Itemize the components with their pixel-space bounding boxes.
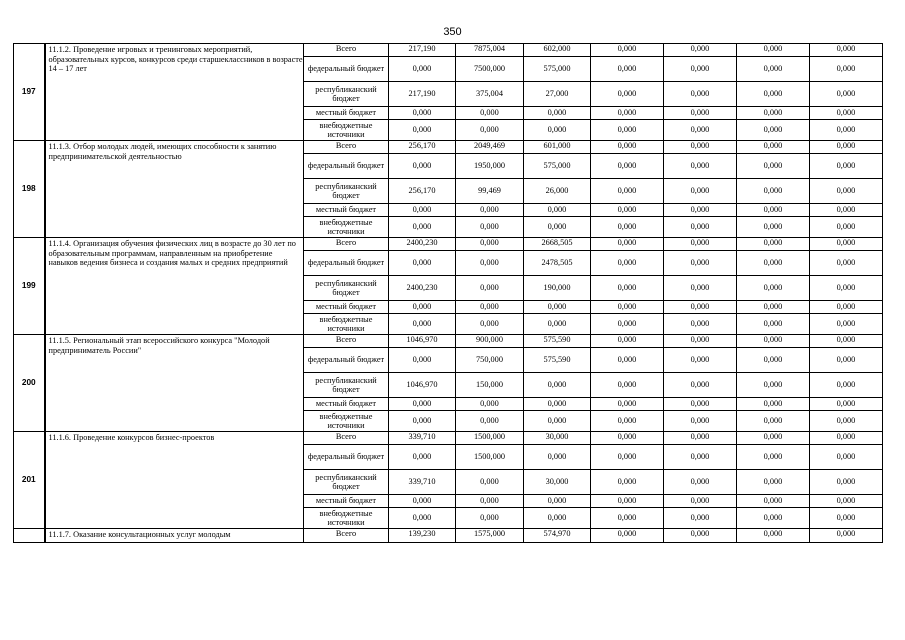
amount-cell: 0,000 [389, 348, 456, 373]
amount-cell: 0,000 [737, 432, 810, 445]
funding-source: федеральный бюджет [304, 348, 389, 373]
amount-cell: 0,000 [591, 276, 664, 301]
amount-cell: 0,000 [524, 398, 591, 411]
amount-cell: 0,000 [591, 373, 664, 398]
funding-source: внебюджетные источники [304, 120, 389, 141]
funding-source: Всего [304, 44, 389, 57]
amount-cell: 0,000 [456, 204, 524, 217]
amount-cell: 7500,000 [456, 57, 524, 82]
amount-cell: 0,000 [664, 301, 737, 314]
funding-source: местный бюджет [304, 301, 389, 314]
amount-cell: 0,000 [591, 508, 664, 529]
amount-cell: 0,000 [737, 508, 810, 529]
amount-cell: 217,190 [389, 82, 456, 107]
amount-cell: 0,000 [664, 373, 737, 398]
amount-cell: 0,000 [591, 204, 664, 217]
amount-cell: 0,000 [737, 373, 810, 398]
amount-cell: 0,000 [389, 411, 456, 432]
table-row [14, 44, 883, 57]
amount-cell: 0,000 [591, 82, 664, 107]
amount-cell: 30,000 [524, 432, 591, 445]
funding-source: местный бюджет [304, 107, 389, 120]
amount-cell: 0,000 [524, 411, 591, 432]
amount-cell: 0,000 [737, 529, 810, 543]
amount-cell: 339,710 [389, 432, 456, 445]
amount-cell: 0,000 [664, 508, 737, 529]
amount-cell: 0,000 [389, 57, 456, 82]
amount-cell: 339,710 [389, 470, 456, 495]
row-number: 200 [14, 335, 45, 432]
amount-cell: 0,000 [664, 179, 737, 204]
funding-source: Всего [304, 529, 389, 543]
amount-cell: 0,000 [389, 398, 456, 411]
amount-cell: 0,000 [737, 154, 810, 179]
amount-cell: 0,000 [664, 141, 737, 154]
amount-cell: 0,000 [389, 301, 456, 314]
amount-cell: 0,000 [591, 301, 664, 314]
activity-name: 11.1.4. Организация обучения физических лиц в возрасте до 30 лет по образовательным программам, направленным на приобретение навыков ведения бизнеса и создания малых и средних предприятий [45, 238, 304, 335]
amount-cell: 0,000 [810, 335, 883, 348]
amount-cell: 0,000 [737, 314, 810, 335]
funding-source: Всего [304, 432, 389, 445]
amount-cell: 0,000 [810, 529, 883, 543]
amount-cell: 99,469 [456, 179, 524, 204]
row-number [14, 529, 45, 543]
amount-cell: 2400,230 [389, 238, 456, 251]
amount-cell: 0,000 [456, 301, 524, 314]
funding-source: Всего [304, 335, 389, 348]
amount-cell: 1500,000 [456, 445, 524, 470]
amount-cell: 0,000 [810, 120, 883, 141]
amount-cell: 601,000 [524, 141, 591, 154]
amount-cell: 0,000 [810, 373, 883, 398]
amount-cell: 30,000 [524, 470, 591, 495]
amount-cell: 1950,000 [456, 154, 524, 179]
amount-cell: 0,000 [524, 301, 591, 314]
amount-cell: 0,000 [591, 398, 664, 411]
amount-cell: 0,000 [524, 120, 591, 141]
funding-source: федеральный бюджет [304, 154, 389, 179]
amount-cell: 0,000 [664, 348, 737, 373]
amount-cell: 0,000 [591, 411, 664, 432]
funding-source: местный бюджет [304, 204, 389, 217]
amount-cell: 0,000 [389, 217, 456, 238]
amount-cell: 2668,505 [524, 238, 591, 251]
amount-cell: 0,000 [737, 179, 810, 204]
funding-source: республиканский бюджет [304, 470, 389, 495]
amount-cell: 0,000 [664, 411, 737, 432]
amount-cell: 0,000 [591, 57, 664, 82]
amount-cell: 0,000 [456, 238, 524, 251]
amount-cell: 0,000 [664, 445, 737, 470]
amount-cell: 0,000 [737, 301, 810, 314]
amount-cell: 0,000 [456, 251, 524, 276]
amount-cell: 0,000 [456, 120, 524, 141]
amount-cell: 575,000 [524, 154, 591, 179]
amount-cell: 375,004 [456, 82, 524, 107]
amount-cell: 0,000 [810, 348, 883, 373]
amount-cell: 1575,000 [456, 529, 524, 543]
amount-cell: 139,230 [389, 529, 456, 543]
amount-cell: 190,000 [524, 276, 591, 301]
amount-cell: 0,000 [389, 508, 456, 529]
amount-cell: 0,000 [664, 276, 737, 301]
amount-cell: 256,170 [389, 141, 456, 154]
amount-cell: 0,000 [456, 470, 524, 495]
amount-cell: 0,000 [810, 179, 883, 204]
amount-cell: 0,000 [664, 251, 737, 276]
amount-cell: 0,000 [389, 154, 456, 179]
amount-cell: 0,000 [456, 107, 524, 120]
amount-cell: 0,000 [810, 411, 883, 432]
amount-cell: 0,000 [737, 411, 810, 432]
amount-cell: 0,000 [591, 529, 664, 543]
amount-cell: 217,190 [389, 44, 456, 57]
amount-cell: 575,590 [524, 348, 591, 373]
amount-cell: 0,000 [456, 276, 524, 301]
amount-cell: 2049,469 [456, 141, 524, 154]
amount-cell: 0,000 [664, 217, 737, 238]
amount-cell: 0,000 [664, 432, 737, 445]
amount-cell: 602,000 [524, 44, 591, 57]
amount-cell: 0,000 [524, 445, 591, 470]
amount-cell: 150,000 [456, 373, 524, 398]
amount-cell: 0,000 [524, 217, 591, 238]
amount-cell: 2478,505 [524, 251, 591, 276]
amount-cell: 0,000 [591, 445, 664, 470]
funding-source: внебюджетные источники [304, 314, 389, 335]
amount-cell: 0,000 [591, 348, 664, 373]
table-row [14, 141, 883, 154]
funding-source: местный бюджет [304, 495, 389, 508]
amount-cell: 0,000 [389, 445, 456, 470]
amount-cell: 0,000 [591, 154, 664, 179]
amount-cell: 0,000 [737, 470, 810, 495]
amount-cell: 1046,970 [389, 373, 456, 398]
amount-cell: 0,000 [664, 154, 737, 179]
amount-cell: 0,000 [389, 107, 456, 120]
funding-source: республиканский бюджет [304, 179, 389, 204]
budget-table [13, 43, 883, 543]
amount-cell: 0,000 [524, 107, 591, 120]
amount-cell: 1046,970 [389, 335, 456, 348]
amount-cell: 0,000 [737, 238, 810, 251]
amount-cell: 0,000 [591, 238, 664, 251]
amount-cell: 0,000 [524, 508, 591, 529]
amount-cell: 0,000 [810, 204, 883, 217]
amount-cell: 0,000 [591, 44, 664, 57]
row-number: 199 [14, 238, 45, 335]
amount-cell: 0,000 [591, 179, 664, 204]
row-number: 198 [14, 141, 45, 238]
amount-cell: 0,000 [591, 107, 664, 120]
amount-cell: 0,000 [389, 314, 456, 335]
amount-cell: 0,000 [664, 238, 737, 251]
amount-cell: 0,000 [810, 470, 883, 495]
funding-source: федеральный бюджет [304, 251, 389, 276]
amount-cell: 0,000 [456, 495, 524, 508]
activity-name: 11.1.6. Проведение конкурсов бизнес-проектов [45, 432, 304, 529]
table-row [14, 529, 883, 543]
amount-cell: 0,000 [810, 141, 883, 154]
amount-cell: 0,000 [737, 44, 810, 57]
funding-source: Всего [304, 141, 389, 154]
table-row [14, 335, 883, 348]
amount-cell: 0,000 [737, 251, 810, 276]
activity-name: 11.1.2. Проведение игровых и тренинговых мероприятий, образовательных курсов, конкурсов среди старшеклассников в возрасте 14 – 17 лет [45, 44, 304, 141]
amount-cell: 0,000 [810, 314, 883, 335]
amount-cell: 750,000 [456, 348, 524, 373]
amount-cell: 900,000 [456, 335, 524, 348]
amount-cell: 0,000 [810, 107, 883, 120]
amount-cell: 575,590 [524, 335, 591, 348]
amount-cell: 0,000 [737, 204, 810, 217]
amount-cell: 0,000 [664, 82, 737, 107]
amount-cell: 7875,004 [456, 44, 524, 57]
amount-cell: 0,000 [456, 398, 524, 411]
amount-cell: 26,000 [524, 179, 591, 204]
amount-cell: 0,000 [664, 529, 737, 543]
amount-cell: 0,000 [737, 141, 810, 154]
amount-cell: 0,000 [389, 120, 456, 141]
amount-cell: 0,000 [737, 107, 810, 120]
amount-cell: 0,000 [664, 107, 737, 120]
funding-source: республиканский бюджет [304, 82, 389, 107]
amount-cell: 0,000 [591, 495, 664, 508]
amount-cell: 0,000 [810, 251, 883, 276]
amount-cell: 0,000 [737, 57, 810, 82]
funding-source: федеральный бюджет [304, 57, 389, 82]
page-number: 350 [443, 26, 462, 38]
amount-cell: 0,000 [389, 495, 456, 508]
amount-cell: 0,000 [456, 217, 524, 238]
table-row [14, 432, 883, 445]
amount-cell: 0,000 [810, 82, 883, 107]
amount-cell: 0,000 [664, 204, 737, 217]
amount-cell: 0,000 [810, 495, 883, 508]
amount-cell: 0,000 [524, 495, 591, 508]
amount-cell: 27,000 [524, 82, 591, 107]
amount-cell: 0,000 [737, 217, 810, 238]
budget-table-body [14, 44, 883, 543]
amount-cell: 1500,000 [456, 432, 524, 445]
amount-cell: 0,000 [810, 44, 883, 57]
amount-cell: 0,000 [591, 335, 664, 348]
amount-cell: 0,000 [810, 276, 883, 301]
amount-cell: 2400,230 [389, 276, 456, 301]
amount-cell: 0,000 [591, 251, 664, 276]
amount-cell: 0,000 [737, 495, 810, 508]
funding-source: внебюджетные источники [304, 217, 389, 238]
amount-cell: 0,000 [810, 57, 883, 82]
amount-cell: 574,970 [524, 529, 591, 543]
funding-source: внебюджетные источники [304, 411, 389, 432]
amount-cell: 256,170 [389, 179, 456, 204]
activity-name: 11.1.3. Отбор молодых людей, имеющих способности к занятию предпринимательской деятельностью [45, 141, 304, 238]
amount-cell: 0,000 [810, 398, 883, 411]
amount-cell: 0,000 [810, 238, 883, 251]
amount-cell: 0,000 [389, 251, 456, 276]
amount-cell: 0,000 [737, 276, 810, 301]
amount-cell: 0,000 [664, 398, 737, 411]
amount-cell: 0,000 [810, 301, 883, 314]
amount-cell: 0,000 [737, 398, 810, 411]
amount-cell: 0,000 [664, 314, 737, 335]
activity-name: 11.1.5. Региональный этап всероссийского конкурса "Молодой предприниматель России" [45, 335, 304, 432]
amount-cell: 0,000 [664, 120, 737, 141]
amount-cell: 0,000 [737, 348, 810, 373]
funding-source: федеральный бюджет [304, 445, 389, 470]
amount-cell: 0,000 [389, 204, 456, 217]
amount-cell: 0,000 [456, 411, 524, 432]
amount-cell: 0,000 [524, 204, 591, 217]
amount-cell: 0,000 [737, 82, 810, 107]
funding-source: местный бюджет [304, 398, 389, 411]
funding-source: внебюджетные источники [304, 508, 389, 529]
amount-cell: 0,000 [591, 217, 664, 238]
amount-cell: 0,000 [456, 314, 524, 335]
amount-cell: 0,000 [664, 470, 737, 495]
amount-cell: 0,000 [810, 445, 883, 470]
table-row [14, 238, 883, 251]
row-number: 197 [14, 44, 45, 141]
row-number: 201 [14, 432, 45, 529]
funding-source: Всего [304, 238, 389, 251]
funding-source: республиканский бюджет [304, 373, 389, 398]
amount-cell: 0,000 [664, 57, 737, 82]
amount-cell: 0,000 [664, 44, 737, 57]
funding-source: республиканский бюджет [304, 276, 389, 301]
amount-cell: 0,000 [591, 141, 664, 154]
amount-cell: 0,000 [456, 508, 524, 529]
amount-cell: 575,000 [524, 57, 591, 82]
amount-cell: 0,000 [591, 120, 664, 141]
amount-cell: 0,000 [810, 217, 883, 238]
amount-cell: 0,000 [737, 445, 810, 470]
amount-cell: 0,000 [737, 120, 810, 141]
amount-cell: 0,000 [664, 335, 737, 348]
amount-cell: 0,000 [810, 154, 883, 179]
amount-cell: 0,000 [591, 432, 664, 445]
activity-name: 11.1.7. Оказание консультационных услуг молодым [45, 529, 304, 543]
amount-cell: 0,000 [810, 508, 883, 529]
amount-cell: 0,000 [591, 470, 664, 495]
amount-cell: 0,000 [737, 335, 810, 348]
amount-cell: 0,000 [810, 432, 883, 445]
amount-cell: 0,000 [591, 314, 664, 335]
amount-cell: 0,000 [524, 314, 591, 335]
amount-cell: 0,000 [524, 373, 591, 398]
amount-cell: 0,000 [664, 495, 737, 508]
